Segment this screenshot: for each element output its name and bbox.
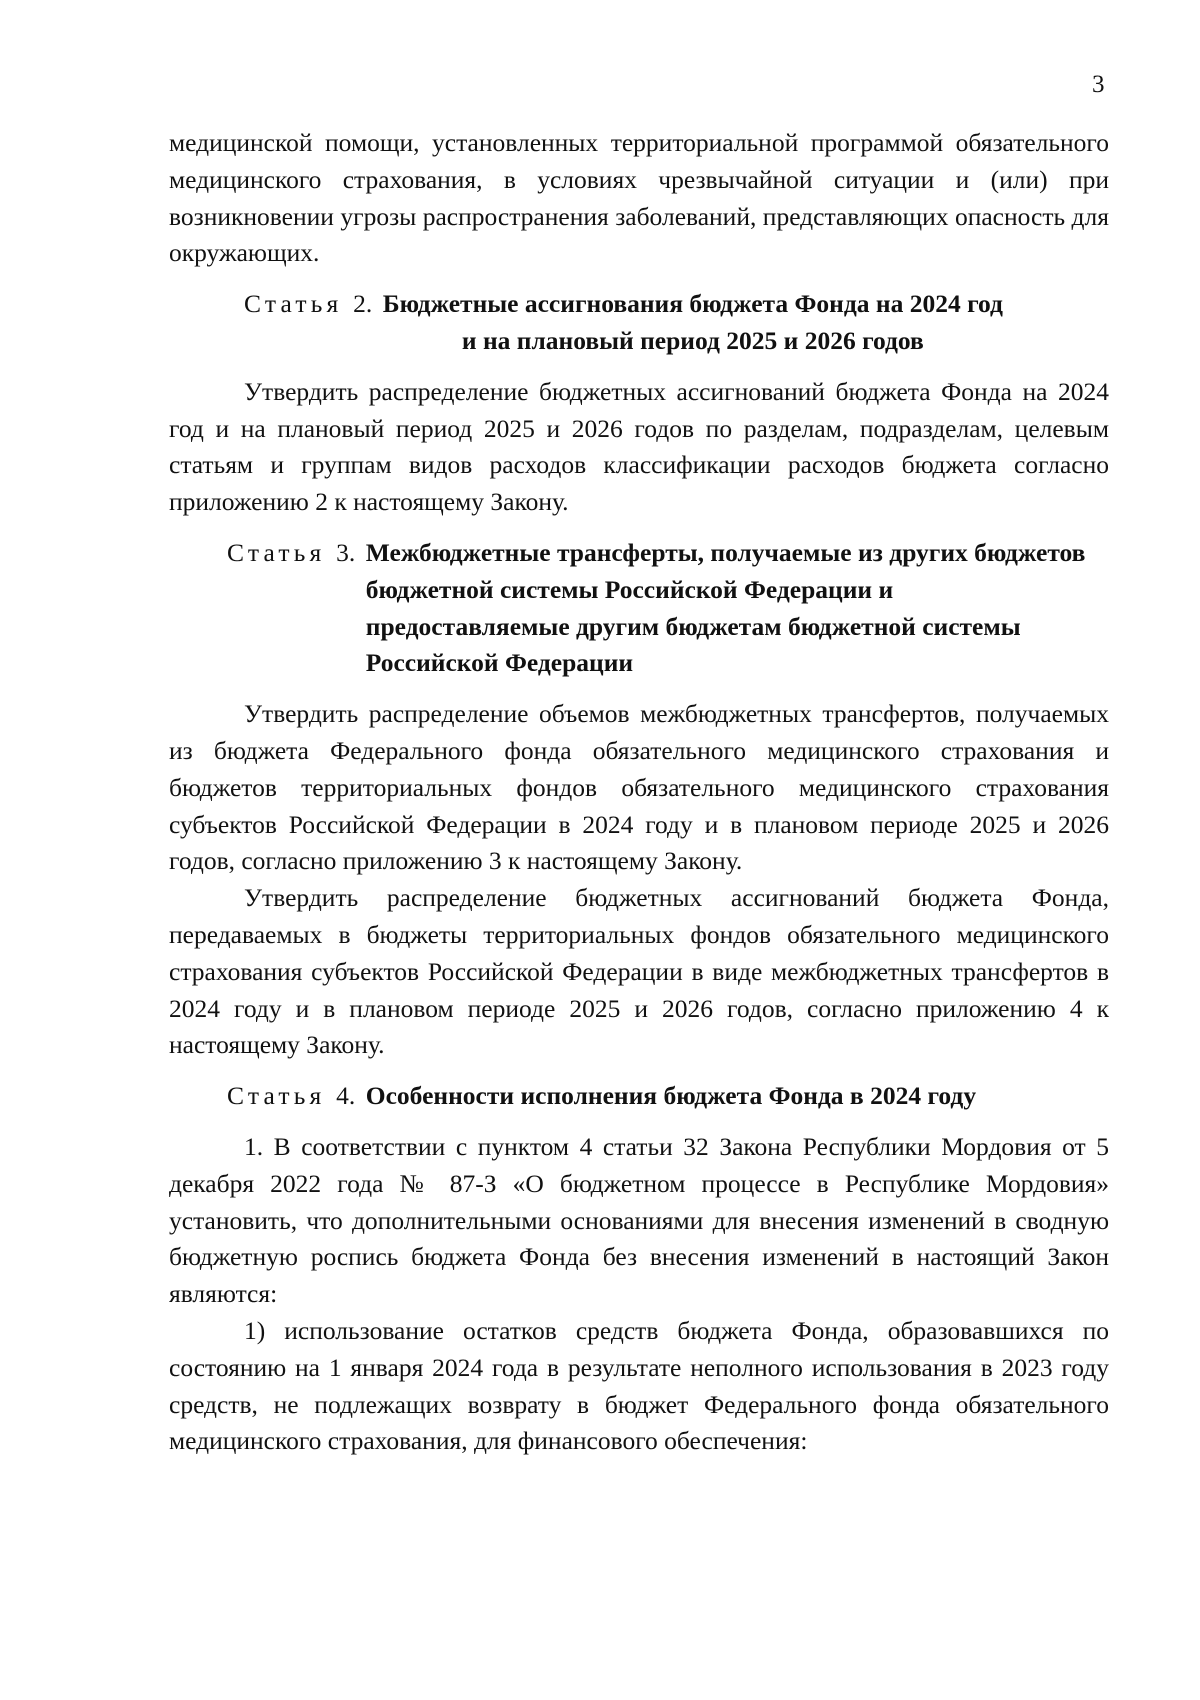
article-3-label (227, 535, 366, 682)
article-2-paragraph-1: Утвердить распределение бюджетных ассигнований бюджета Фонда на 2024 год и на плановый период 2025 и 2026 годов по разделам, подразделам, целевым статьям и группам видов расходов классификации расходов бюджета согласно приложению 2 к настоящему Закону. (169, 376, 1109, 517)
page-number: 3 (1092, 71, 1105, 98)
article-2-heading (169, 286, 1109, 360)
article-3-heading (169, 535, 1109, 682)
article-4-paragraph-1: 1. В соответствии с пунктом 4 статьи 32 Закона Республики Мордовия от 5 декабря 2022 года № 87-З «О бюджетном процессе в Республике Мордовия» установить, что дополнительными основаниями для внесения изменений в сводную бюджетную роспись бюджета Фонда без внесения изменений в настоящий Закон являются: (169, 1131, 1109, 1309)
article-2-label-word: Статья (244, 289, 343, 319)
article-4-label-word: Статья (227, 1081, 326, 1111)
intro-paragraph: медицинской помощи, установленных территориальной программой обязательного медицинского страхования, в условиях чрезвычайной ситуации и (или) при возникновении угрозы распространения заболеваний, представляющих опасность для окружающих. (169, 128, 1109, 268)
article-4-title: Особенности исполнения бюджета Фонда в 2024 году (365, 1081, 977, 1111)
article-3-paragraph-2: Утвердить распределение бюджетных ассигнований бюджета Фонда, передаваемых в бюджеты территориальных фондов обязательного медицинского страхования субъектов Российской Федерации в виде межбюджетных трансфертов в 2024 году и в плановом периоде 2025 и 2026 годов, согласно приложению 4 к настоящему Закону. (169, 883, 1109, 1060)
article-4-paragraph-2: 1) использование остатков средств бюджета Фонда, образовавшихся по состоянию на 1 января 2024 года в результате неполного использования в 2023 году средств, не подлежащих возврату в бюджет Федерального фонда обязательного медицинского страхования, для финансового обеспечения: (169, 1315, 1109, 1456)
document-body (169, 125, 1109, 1460)
article-4-label (227, 1078, 366, 1115)
article-3-title: Межбюджетные трансферты, получаемые из других бюджетов бюджетной системы Российской Федерации и предоставляемые другим бюджетам бюджетной системы Российской Федерации (365, 537, 1086, 678)
article-2-label (244, 286, 383, 360)
article-3-label-word: Статья (227, 537, 326, 567)
article-3-number: 3. (336, 537, 356, 567)
article-2-title (383, 286, 1003, 360)
article-3-paragraph-1: Утвердить распределение объемов межбюджетных трансфертов, получаемых из бюджета Федерального фонда обязательного медицинского страхования и бюджетов территориальных фондов обязательного медицинского страхования субъектов Российской Федерации в 2024 году и в плановом периоде 2025 и 2026 годов, согласно приложению 3 к настоящему Закону. (169, 699, 1109, 876)
article-4-heading (169, 1078, 1109, 1115)
article-4-number: 4. (336, 1081, 356, 1111)
article-2-title-line2: и на плановый период 2025 и 2026 годов (461, 325, 924, 355)
article-2-title-line1: Бюджетные ассигнования бюджета Фонда на 2024 год (382, 289, 1003, 319)
article-2-number: 2. (353, 289, 373, 319)
